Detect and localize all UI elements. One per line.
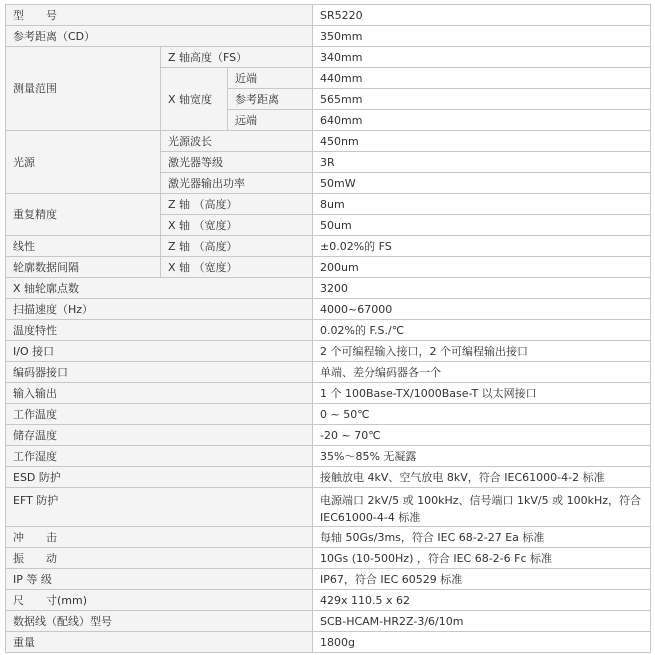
temp-char-value: 0.02%的 F.S./℃ (313, 320, 651, 341)
shock-value: 每轴 50Gs/3ms，符合 IEC 68-2-27 Ea 标准 (313, 527, 651, 548)
io-out-value: 1 个 100Base-TX/1000Base-T 以太网接口 (313, 383, 651, 404)
light-power-value: 50mW (313, 173, 651, 194)
io-out-label: 输入输出 (6, 383, 313, 404)
repeat-z-label: Z 轴 （高度） (161, 194, 313, 215)
scan-speed-label: 扫描速度（Hz） (6, 299, 313, 320)
row-range-z (6, 47, 651, 68)
range-ref-value: 565mm (313, 89, 651, 110)
light-wavelength-label: 光源波长 (161, 131, 313, 152)
esd-value: 接触放电 4kV、空气放电 8kV，符合 IEC61000-4-2 标准 (313, 467, 651, 488)
vibration-value: 10Gs (10-500Hz) ，符合 IEC 68-2-6 Fc 标准 (313, 548, 651, 569)
row-model (6, 5, 651, 26)
io-label: I/O 接口 (6, 341, 313, 362)
linearity-sub-label: Z 轴 （高度） (161, 236, 313, 257)
row-eft (6, 488, 651, 527)
x-points-value: 3200 (313, 278, 651, 299)
profile-interval-label: 轮廓数据间隔 (6, 257, 161, 278)
cable-value: SCB-HCAM-HR2Z-3/6/10m (313, 611, 651, 632)
work-temp-label: 工作温度 (6, 404, 313, 425)
range-label: 测量范围 (6, 47, 161, 131)
row-work-temp (6, 404, 651, 425)
light-label: 光源 (6, 131, 161, 194)
model-value: SR5220 (313, 5, 651, 26)
row-encoder (6, 362, 651, 383)
light-wavelength-value: 450nm (313, 131, 651, 152)
profile-interval-value: 200um (313, 257, 651, 278)
light-class-label: 激光器等级 (161, 152, 313, 173)
row-shock (6, 527, 651, 548)
io-value: 2 个可编程输入接口，2 个可编程输出接口 (313, 341, 651, 362)
store-temp-label: 储存温度 (6, 425, 313, 446)
work-humidity-value: 35%～85% 无凝露 (313, 446, 651, 467)
row-esd (6, 467, 651, 488)
ip-value: IP67，符合 IEC 60529 标准 (313, 569, 651, 590)
work-temp-value: 0 ~ 50℃ (313, 404, 651, 425)
weight-value: 1800g (313, 632, 651, 653)
row-io (6, 341, 651, 362)
repeat-x-label: X 轴 （宽度） (161, 215, 313, 236)
repeat-z-value: 8um (313, 194, 651, 215)
cable-label: 数据线（配线）型号 (6, 611, 313, 632)
eft-value: 电源端口 2kV/5 或 100kHz、信号端口 1kV/5 或 100kHz，符合 IEC61000-4-4 标准 (313, 488, 651, 527)
eft-label: EFT 防护 (6, 488, 313, 527)
size-label: 尺 寸(mm) (6, 590, 313, 611)
store-temp-value: -20 ~ 70℃ (313, 425, 651, 446)
light-power-label: 激光器输出功率 (161, 173, 313, 194)
model-label: 型 号 (6, 5, 313, 26)
range-z-value: 340mm (313, 47, 651, 68)
row-temp-char (6, 320, 651, 341)
encoder-value: 单端、差分编码器各一个 (313, 362, 651, 383)
row-weight (6, 632, 651, 653)
row-linearity (6, 236, 651, 257)
row-cable (6, 611, 651, 632)
range-near-label: 近端 (228, 68, 313, 89)
shock-label: 冲 击 (6, 527, 313, 548)
row-size (6, 590, 651, 611)
work-humidity-label: 工作湿度 (6, 446, 313, 467)
ip-label: IP 等 级 (6, 569, 313, 590)
row-vibration (6, 548, 651, 569)
range-ref-label: 参考距离 (228, 89, 313, 110)
profile-interval-sub-label: X 轴 （宽度） (161, 257, 313, 278)
spec-table (5, 4, 651, 653)
range-far-label: 远端 (228, 110, 313, 131)
row-io-out (6, 383, 651, 404)
encoder-label: 编码器接口 (6, 362, 313, 383)
linearity-label: 线性 (6, 236, 161, 257)
row-x-points (6, 278, 651, 299)
range-near-value: 440mm (313, 68, 651, 89)
scan-speed-value: 4000~67000 (313, 299, 651, 320)
repeat-label: 重复精度 (6, 194, 161, 236)
linearity-value: ±0.02%的 FS (313, 236, 651, 257)
repeat-x-value: 50um (313, 215, 651, 236)
ref-distance-label: 参考距离（CD） (6, 26, 313, 47)
row-work-humidity (6, 446, 651, 467)
range-z-label: Z 轴高度（FS） (161, 47, 313, 68)
range-x-label: X 轴宽度 (161, 68, 228, 131)
row-store-temp (6, 425, 651, 446)
row-ip (6, 569, 651, 590)
range-far-value: 640mm (313, 110, 651, 131)
row-light-wavelength (6, 131, 651, 152)
x-points-label: X 轴轮廓点数 (6, 278, 313, 299)
row-ref-distance (6, 26, 651, 47)
weight-label: 重量 (6, 632, 313, 653)
row-repeat-z (6, 194, 651, 215)
ref-distance-value: 350mm (313, 26, 651, 47)
temp-char-label: 温度特性 (6, 320, 313, 341)
row-profile-interval (6, 257, 651, 278)
size-value: 429x 110.5 x 62 (313, 590, 651, 611)
vibration-label: 振 动 (6, 548, 313, 569)
light-class-value: 3R (313, 152, 651, 173)
esd-label: ESD 防护 (6, 467, 313, 488)
row-scan-speed (6, 299, 651, 320)
